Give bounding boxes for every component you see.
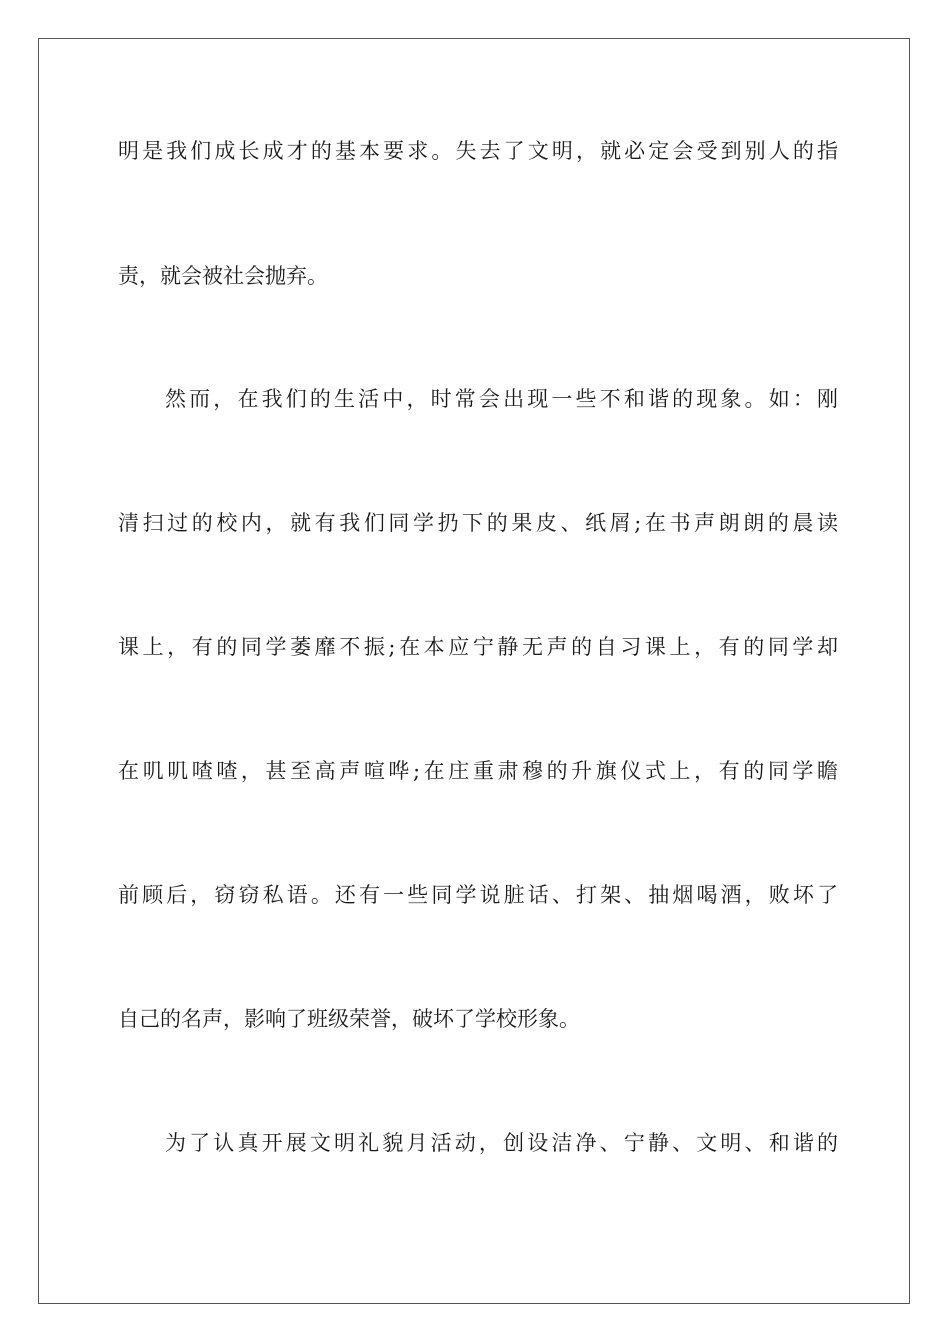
body-text-line: 在叽叽喳喳，甚至高声喧哗;在庄重肃穆的升旗仪式上，有的同学瞻 (118, 759, 838, 783)
body-text-line: 自己的名声，影响了班级荣誉，破坏了学校形象。 (118, 1007, 580, 1031)
body-text-line: 前顾后，窃窃私语。还有一些同学说脏话、打架、抽烟喝酒，败坏了 (118, 883, 838, 907)
body-text-line: 明是我们成长成才的基本要求。失去了文明，就必定会受到别人的指 (118, 139, 838, 163)
body-text-line: 课上，有的同学萎靡不振;在本应宁静无声的自习课上，有的同学却 (118, 635, 838, 659)
body-text-line: 然而，在我们的生活中，时常会出现一些不和谐的现象。如：刚 (165, 387, 838, 411)
page-frame (38, 38, 910, 1304)
body-text-line: 清扫过的校内，就有我们同学扔下的果皮、纸屑;在书声朗朗的晨读 (118, 511, 838, 535)
body-text-line: 责，就会被社会抛弃。 (118, 264, 328, 288)
body-text-line: 为了认真开展文明礼貌月活动，创设洁净、宁静、文明、和谐的 (165, 1131, 838, 1155)
